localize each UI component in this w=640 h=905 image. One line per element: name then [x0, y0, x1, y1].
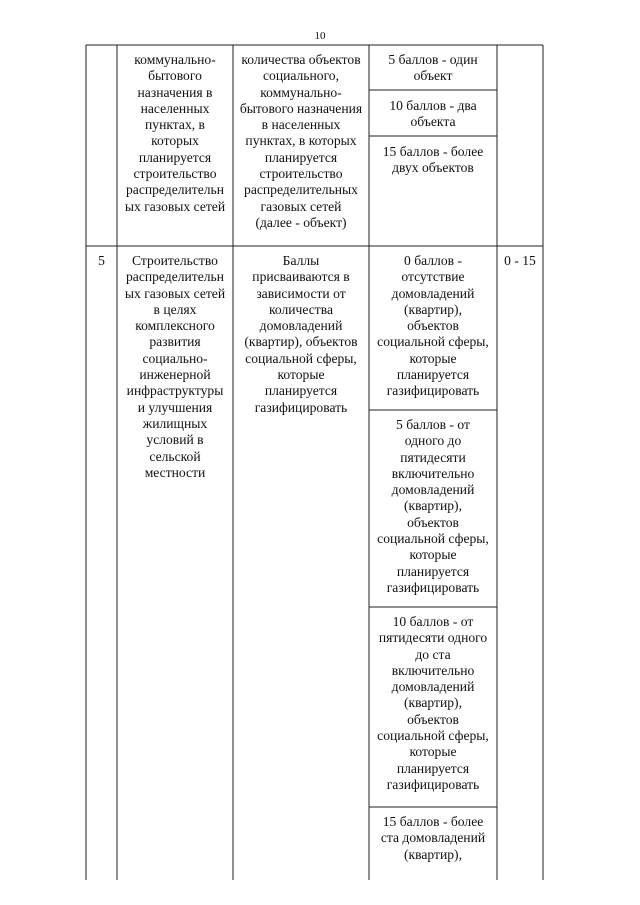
score-cell: 10 баллов - от пятидесяти одного до ста включительно домовладений (квартир), объектов социальной сферы, которые планируется газифицировать — [377, 614, 489, 792]
criterion-cell: Строительство распределительн ых газовых сетей в целях комплексного развития социально- инженерной инфраструктуры и улучшения жилищных условий в сельской местности — [124, 253, 226, 480]
row-number-cell: 5 — [98, 253, 105, 268]
score-cell: 5 баллов - от одного до пятидесяти включительно домовладений (квартир), объектов социальной сферы, которые планируется газифицировать — [377, 417, 489, 595]
score-cell: 10 баллов - два объекта — [389, 98, 477, 130]
score-cell: 15 баллов - более ста домовладений (квартир), — [380, 814, 486, 862]
criterion-continued-cell: коммунально- бытового назначения в населенных пунктах, в которых планируется строительство распределительн ых газовых сетей — [124, 52, 226, 214]
score-cell: 15 баллов - более двух объектов — [382, 144, 484, 176]
score-cell: 0 баллов - отсутствие домовладений (квартир), объектов социальной сферы, которые планируется газифицировать — [377, 253, 489, 399]
score-cell: 5 баллов - один объект — [388, 52, 478, 84]
method-continued-cell: количества объектов социального, коммунально- бытового назначения в населенных пунктах, в которых планируется строительство распределительных газовых сетей (далее - объект) — [239, 52, 363, 230]
score-range-cell: 0 - 15 — [504, 253, 536, 268]
page-number: 10 — [314, 30, 326, 42]
method-cell: Баллы присваиваются в зависимости от количества домовладений (квартир), объектов социальной сферы, которые планируется газифицировать — [244, 253, 358, 415]
